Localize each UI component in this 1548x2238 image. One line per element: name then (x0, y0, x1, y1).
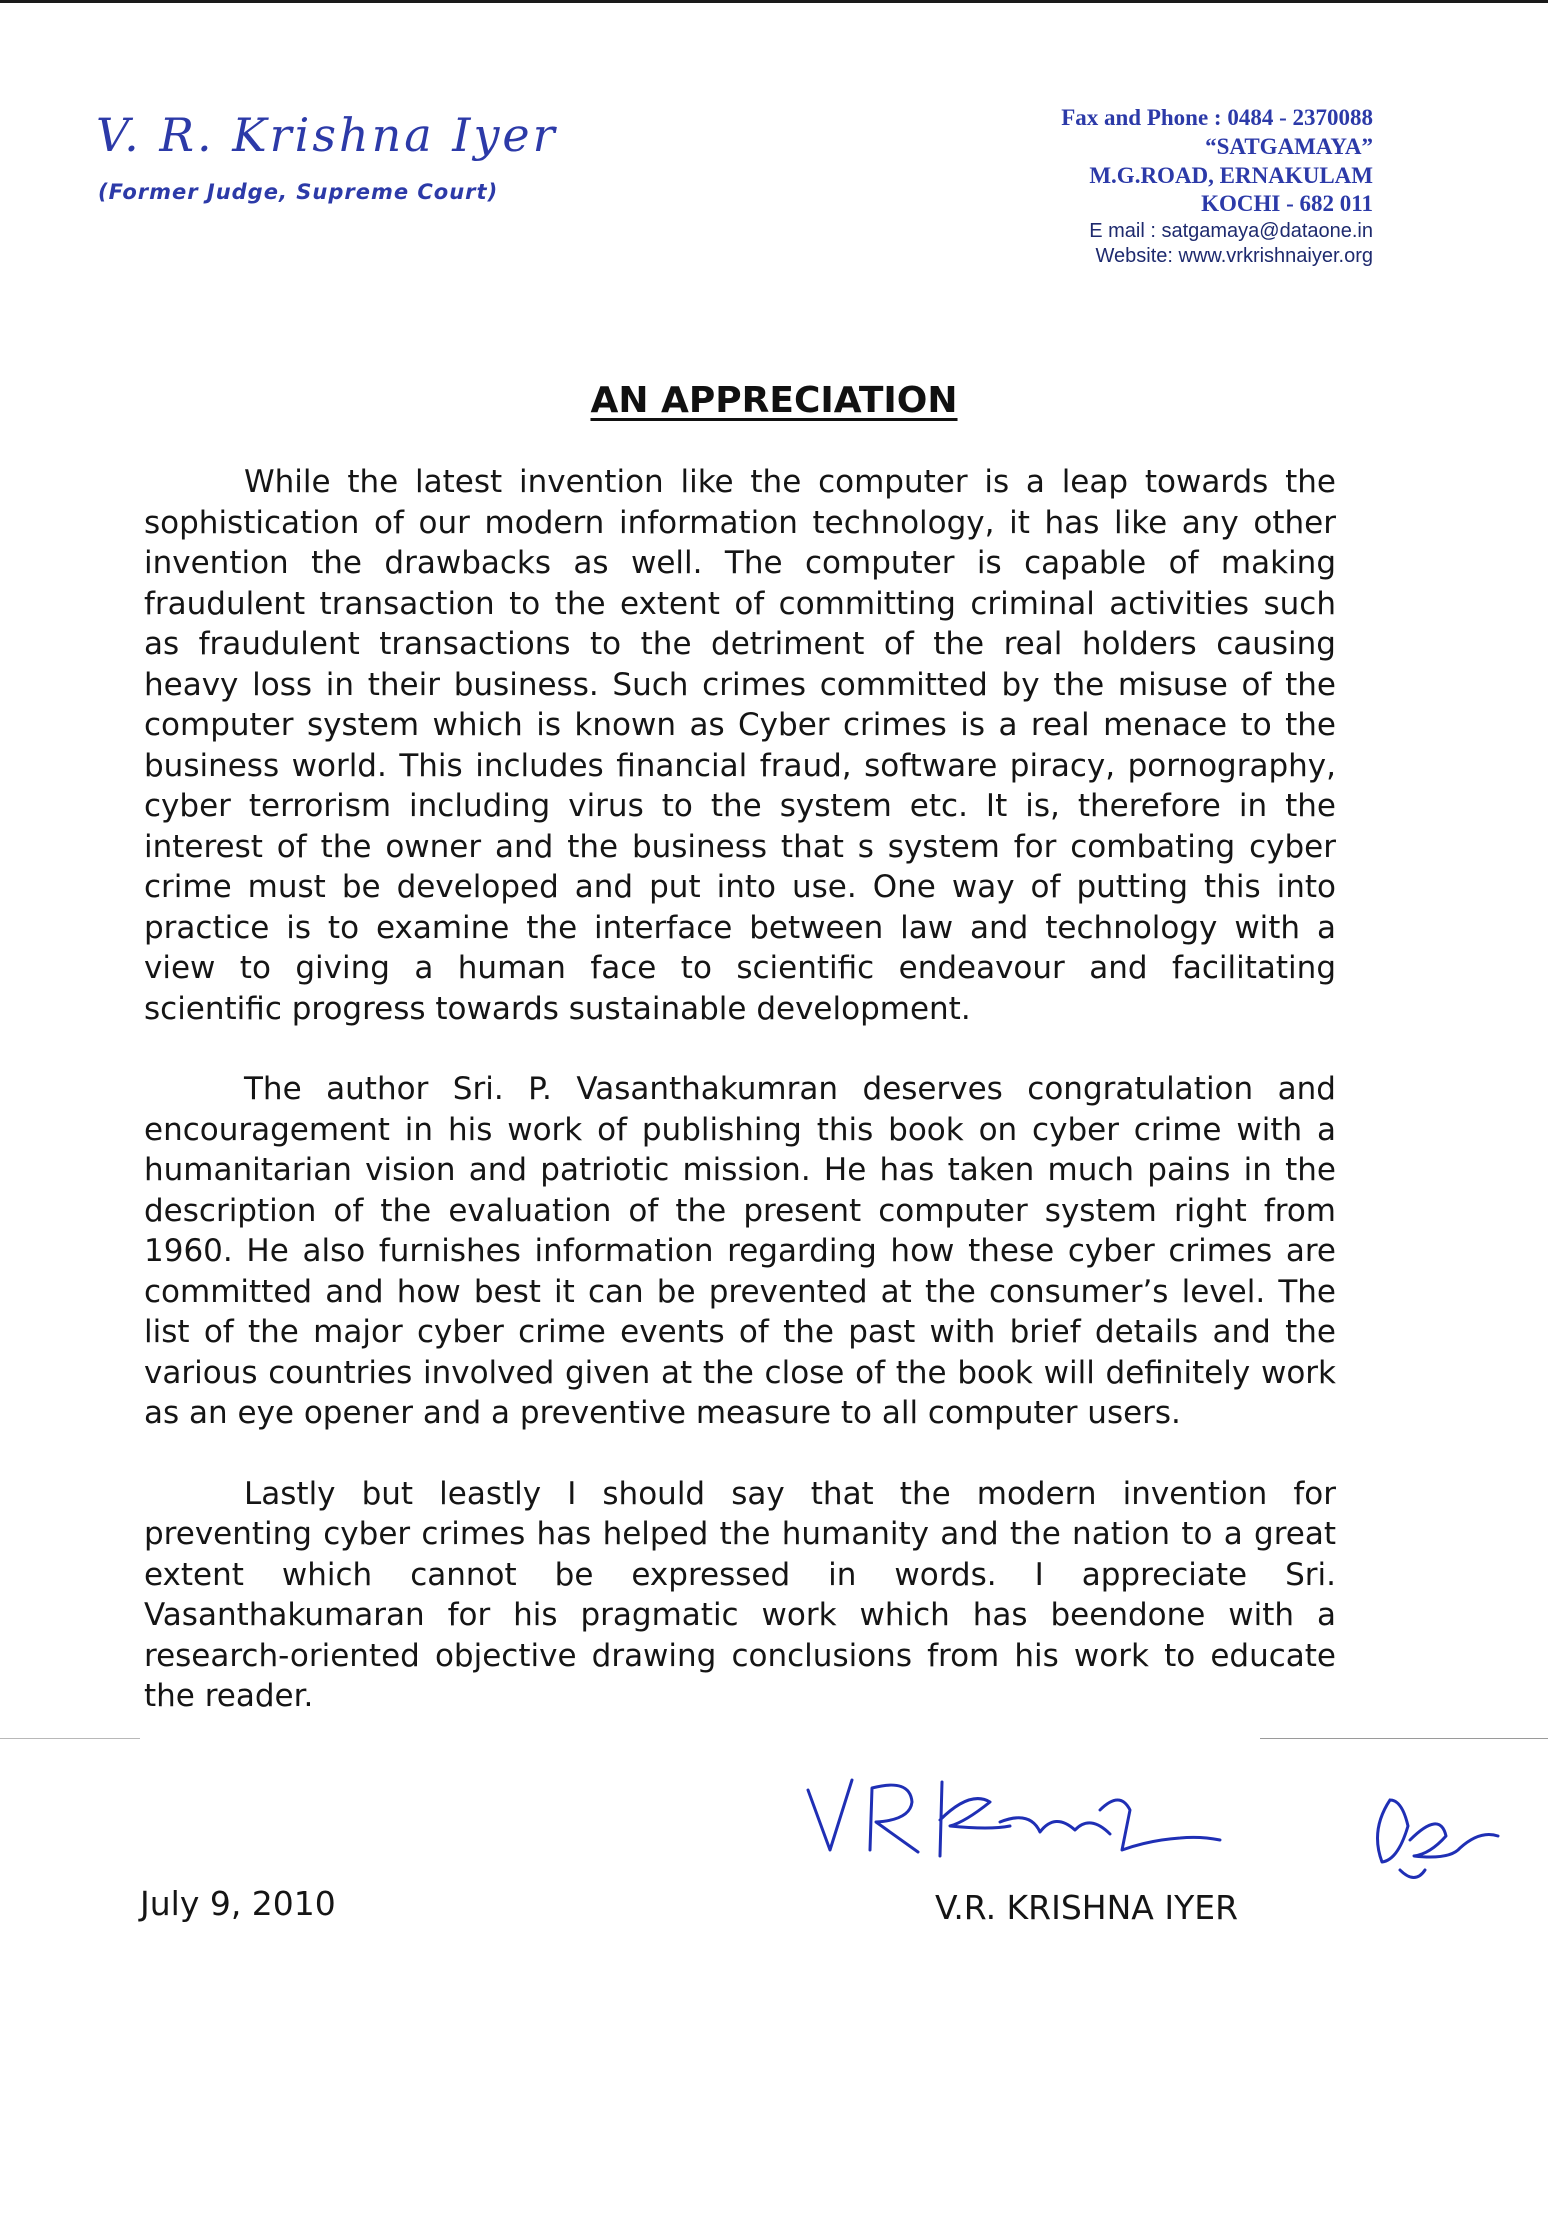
paragraph-3: Lastly but leastly I should say that the modern invention for preventing cyber crimes has helped the humanity and the nation to a great extent which cannot be expressed in words. I appreciate Sri. Vasanthakumaran for his pragmatic work which has beendone with a research-oriented objective drawing conclusions from his work to educate the reader. (144, 1475, 1336, 1714)
paragraph-2: The author Sri. P. Vasanthakumran deserves congratulation and encouragement in his work of publishing this book on cyber crime with a humanitarian vision and patriotic mission. He has taken much pains in the description of the evaluation of the present computer system right from 1960. He also furnishes information regarding how these cyber crimes are committed and how best it can be prevented at the consumer’s level. The list of the major cyber crime events of the past with brief details and the various countries involved given at the close of the book will definitely work as an eye opener and a preventive measure to all computer users. (144, 1071, 1336, 1431)
top-border-line (0, 0, 1548, 3)
address-city: KOCHI - 682 011 (1201, 191, 1373, 217)
signatory-name: V.R. KRISHNA IYER (935, 1888, 1239, 1927)
letterhead-contact (1061, 104, 1373, 269)
letterhead-name: V. R. Krishna Iyer (96, 108, 558, 162)
letterhead-title: (Former Judge, Supreme Court) (98, 180, 499, 204)
fax-phone: Fax and Phone : 0484 - 2370088 (1061, 105, 1373, 130)
letter-body (144, 462, 1336, 1757)
paragraph-1: While the latest invention like the computer is a leap towards the sophistication of our modern information technology, it has like any other invention the drawbacks as well. The computer is capable of making fraudulent transaction to the extent of committing criminal activities such as fraudulent transactions to the detriment of the real holders causing heavy loss in their business. Such crimes committed by the misuse of the computer system which is known as Cyber crimes is a real menace to the business world. This includes financial fraud, software piracy, pornography, cyber terrorism including virus to the system etc. It is, therefore in the interest of the owner and the business that s system for combating cyber crime must be developed and put into use. One way of putting this into practice is to examine the interface between law and technology with a view to giving a human face to scientific endeavour and facilitating scientific progress towards sustainable development. (144, 464, 1336, 1027)
address-road: M.G.ROAD, ERNAKULAM (1089, 162, 1373, 188)
email: E mail : satgamaya@dataone.in (1089, 220, 1373, 242)
house-name: “SATGAMAYA” (1205, 133, 1373, 159)
website: Website: www.vrkrishnaiyer.org (1095, 245, 1373, 267)
page-title: AN APPRECIATION (590, 380, 958, 421)
scan-artifact-line (1260, 1738, 1548, 1739)
letter-date: July 9, 2010 (140, 1884, 336, 1923)
scan-artifact-line (0, 1738, 140, 1739)
